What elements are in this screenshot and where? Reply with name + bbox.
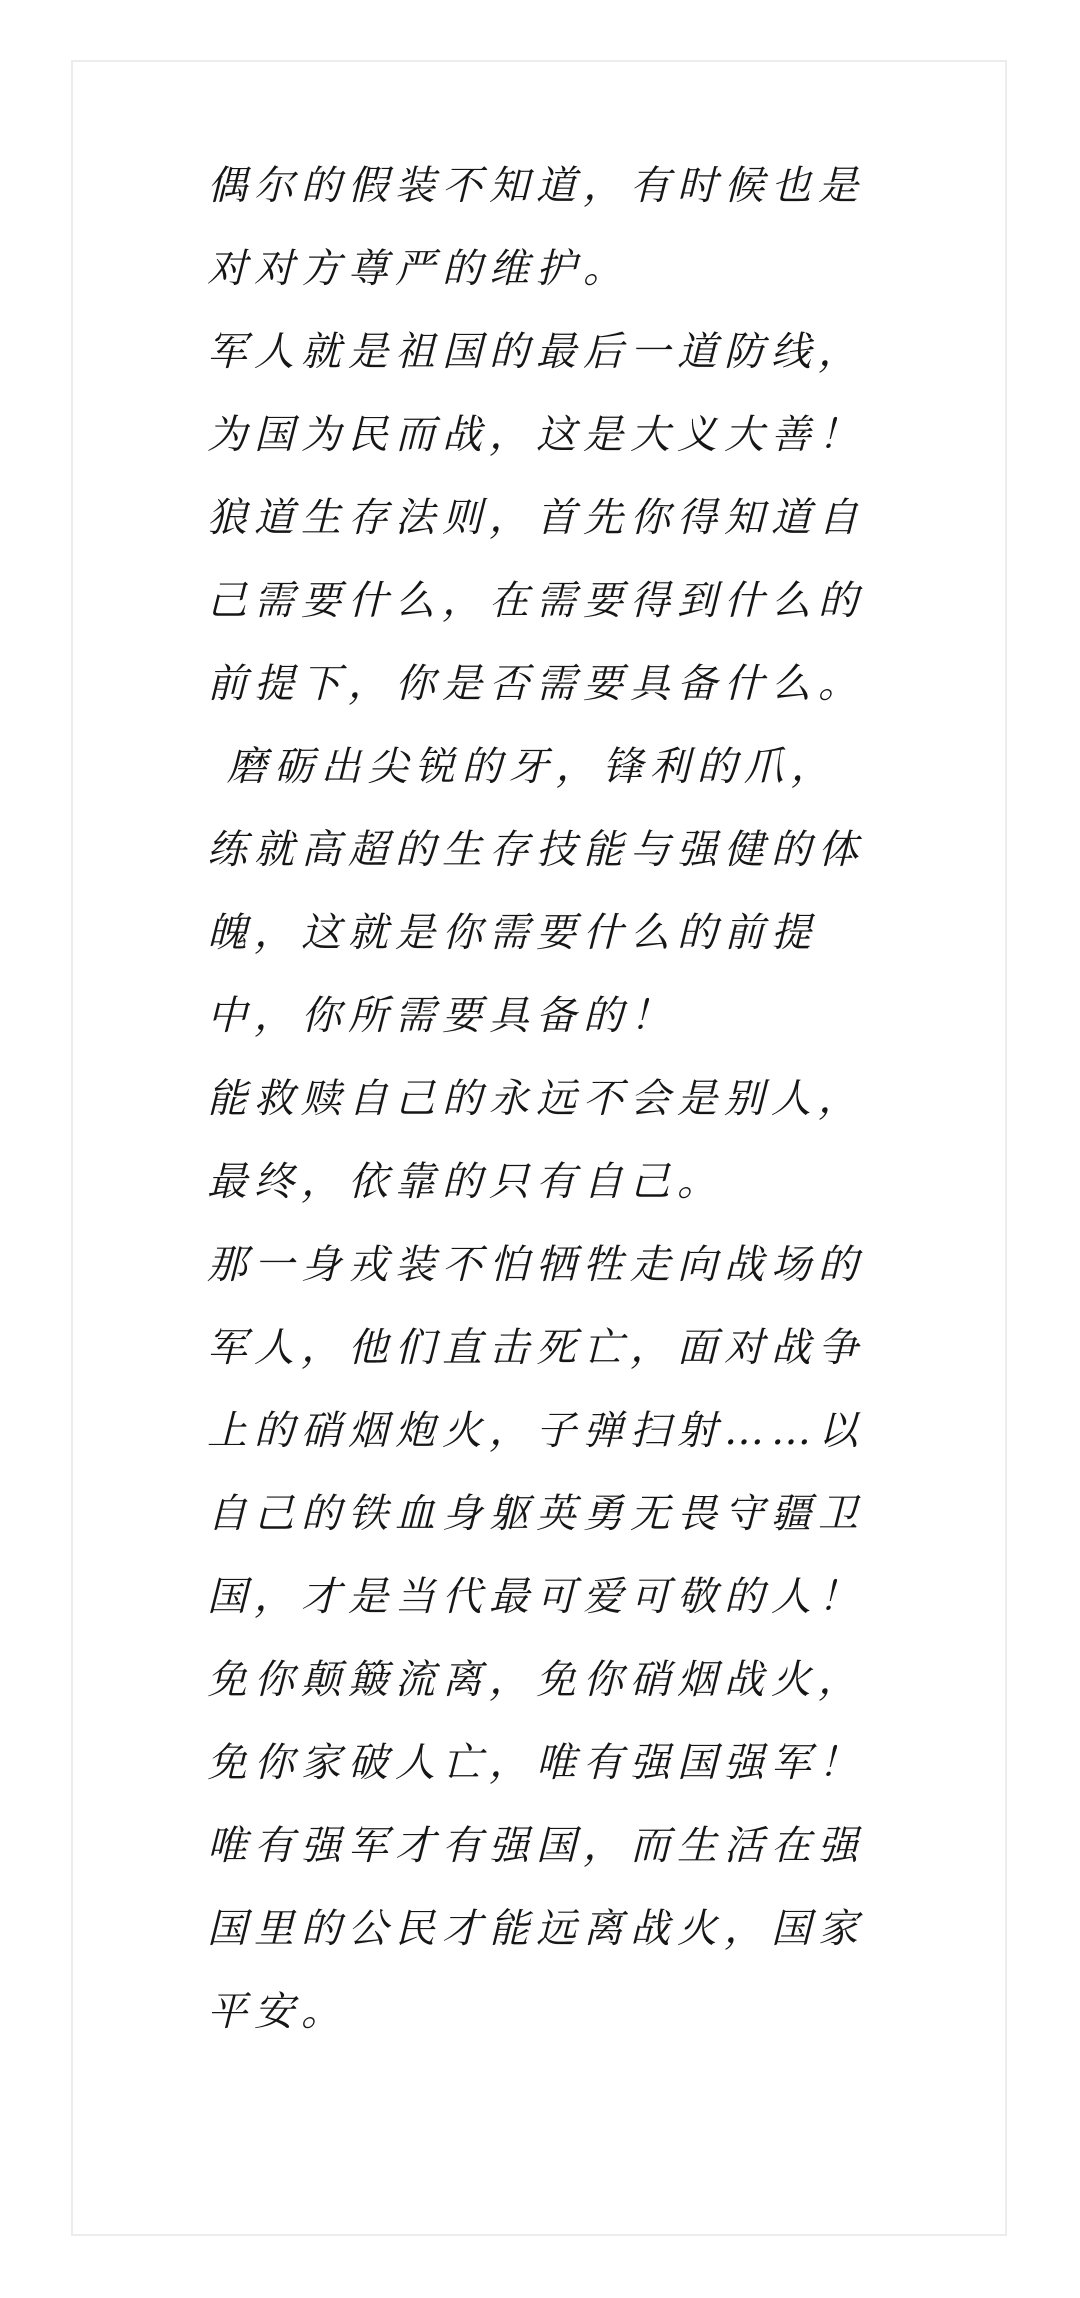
paragraph-4: 磨砺出尖锐的牙，锋利的爪，练就高超的生存技能与强健的体魄，这就是你需要什么的前提中，你所需要具备的！ [207,744,865,1039]
paragraph-7: 免你颠簸流离，免你硝烟战火，免你家破人亡，唯有强国强军！ [207,1657,865,1786]
paragraph-1: 偶尔的假装不知道，有时候也是对对方尊严的维护。 [207,163,865,292]
paragraph-5: 能救赎自己的永远不会是别人，最终，依靠的只有自己。 [207,1076,865,1205]
paragraph-6: 那一身戎装不怕牺牲走向战场的军人，他们直击死亡，面对战争上的硝烟炮火，子弹扫射……以自己的铁血身躯英勇无畏守疆卫国，才是当代最可爱可敬的人！ [207,1242,865,1620]
paragraph-2: 军人就是祖国的最后一道防线，为国为民而战，这是大义大善！ [207,329,865,458]
paragraph-8: 唯有强军才有强国，而生活在强国里的公民才能远离战火，国家平安。 [207,1823,865,2035]
paragraph-3: 狼道生存法则，首先你得知道自己需要什么，在需要得到什么的前提下，你是否需要具备什么。 [207,495,865,707]
article-body [207,145,873,2054]
article-card [71,60,1007,2236]
